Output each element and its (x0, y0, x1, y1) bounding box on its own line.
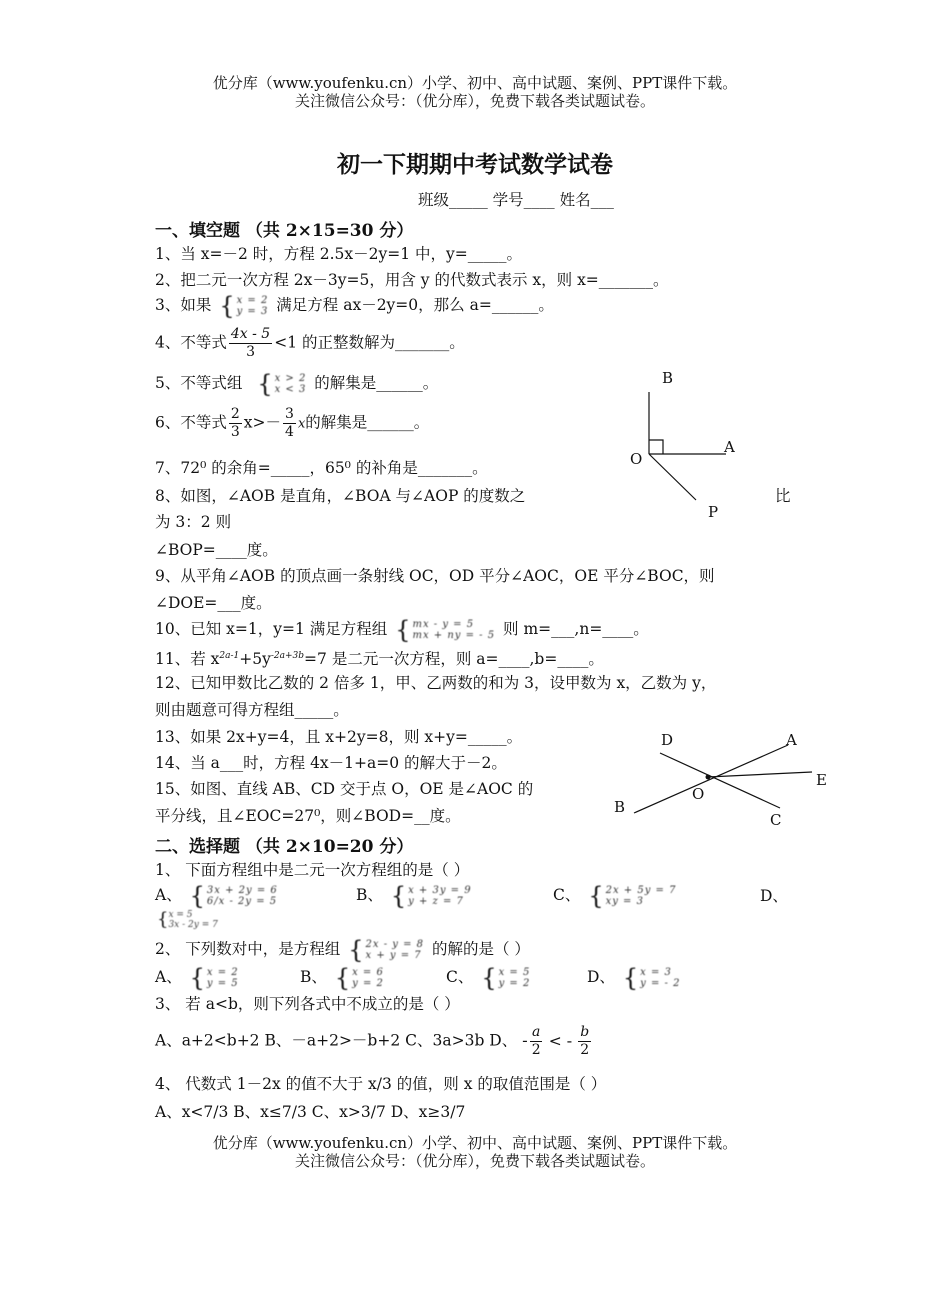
s2-q3-d-num2: b (580, 1024, 590, 1040)
s1-q3-eq1: x = 2 (236, 295, 269, 306)
s2-q1-option-b (356, 884, 475, 908)
s1-q11-mid: +5y (239, 650, 271, 669)
s2-q1-b-eq2: y + z = 7 (408, 896, 464, 907)
s1-q8c: 为 3：2 则 (155, 513, 232, 531)
section2-heading: 二、选择题 （共 2×10=20 分） (155, 837, 414, 857)
s1-q6 (155, 406, 429, 441)
s2-q1-c-eq1: 2x + 5y = 7 (605, 885, 677, 896)
point-o (706, 775, 711, 780)
left-brace-icon: { (481, 964, 497, 992)
s2-q1: 1、 下面方程组中是二元一次方程组的是（ ） (155, 861, 470, 879)
s1-q3-post: 满足方程 ax－2y=0，那么 a=______。 (276, 296, 554, 314)
s1-q9b: ∠DOE=___度。 (155, 594, 272, 612)
s2-q4-options: A、x<7/3 B、x≤7/3 C、x>3/7 D、x≥3/7 (155, 1103, 466, 1121)
s1-q11-post: =7 是二元一次方程，则 a=____,b=____。 (304, 650, 604, 669)
figure-angle-aob (600, 360, 770, 530)
s2-q2-d-label: D、 (587, 968, 615, 986)
s2-q2 (155, 938, 530, 962)
s2-q2-option-c (446, 966, 533, 990)
s1-q9a: 9、从平角∠AOB 的顶点画一条射线 OC，OD 平分∠AOC，OE 平分∠BOC，则 (155, 567, 715, 585)
s1-q10-post: 则 m=___,n=____。 (503, 620, 649, 638)
s2-q2-c-eq2: y = 2 (498, 978, 531, 989)
s1-q12b: 则由题意可得方程组_____。 (155, 701, 349, 719)
label-a: A (724, 438, 735, 456)
label-e: E (816, 771, 827, 789)
s1-q10-eq1: mx - y = 5 (412, 619, 475, 630)
s1-q10 (155, 618, 649, 642)
s2-q1-c-label: C、 (553, 886, 581, 904)
left-brace-icon: { (219, 292, 235, 320)
s1-q14: 14、当 a___时，方程 4x－1+a=0 的解大于－2。 (155, 754, 507, 772)
s1-q5-pre: 5、不等式组 (155, 374, 243, 392)
s2-q3-d-frac1 (530, 1024, 543, 1059)
s1-q4-fraction (229, 326, 272, 361)
s2-q1-b-eq1: x + 3y = 9 (408, 885, 472, 896)
s2-q2-b-label: B、 (300, 968, 327, 986)
s2-q2-option-d (587, 966, 683, 990)
s1-q3-pre: 3、如果 (155, 296, 212, 314)
s2-q1-a-eq2: 6/x - 2y = 5 (206, 896, 278, 907)
s1-q6-num1: 2 (230, 406, 240, 422)
s2-q4: 4、 代数式 1－2x 的值不大于 x/3 的值，则 x 的取值范围是（ ） (155, 1075, 607, 1093)
s2-q1-d-eq1: x = 5 (168, 910, 193, 920)
s2-q2-c-system (481, 966, 530, 990)
s1-q3 (155, 294, 554, 318)
s2-q2-c-eq1: x = 5 (498, 967, 531, 978)
s1-q1: 1、当 x=－2 时，方程 2.5x－2y=1 中，y=_____。 (155, 245, 523, 263)
s1-q12a: 12、已知甲数比乙数的 2 倍多 1，甲、乙两数的和为 3，设甲数为 x，乙数为 y， (155, 674, 717, 692)
left-brace-icon: { (189, 882, 205, 910)
label-o: O (692, 785, 705, 803)
s2-q1-b-label: B、 (356, 886, 383, 904)
s2-q3-opts: A、a+2<b+2 B、－a+2>－b+2 C、3a>3b D、 (155, 1031, 518, 1050)
s1-q11 (155, 646, 604, 669)
s2-q2-d-eq1: x = 3 (640, 967, 672, 978)
s2-q1-option-d-label: D、 (760, 887, 788, 905)
s1-q3-system (219, 294, 268, 318)
figure-intersecting-lines (600, 725, 840, 835)
s2-q2-b-eq1: x = 6 (352, 967, 384, 978)
s2-q3-d-lt: < - (548, 1031, 573, 1050)
header-line-2: 关注微信公众号：（优分库），免费下载各类试题试卷。 (294, 92, 655, 110)
label-b: B (614, 798, 626, 816)
s1-q6-num2: 3 (285, 406, 294, 422)
label-c: C (770, 811, 782, 829)
s2-q1-a-eq1: 3x + 2y = 6 (206, 885, 278, 896)
s2-q2-option-b (300, 966, 387, 990)
s1-q11-exp1: 2a-1 (219, 651, 240, 661)
label-d: D (661, 731, 674, 749)
s1-q15a: 15、如图、直线 AB、CD 交于点 O，OE 是∠AOC 的 (155, 780, 534, 798)
s1-q4-den: 3 (246, 344, 255, 360)
s2-q1-a-system (190, 884, 278, 908)
s1-q10-system (395, 618, 495, 642)
label-b: B (662, 369, 674, 387)
s2-q2-a-label: A、 (155, 968, 182, 986)
s2-q3: 3、 若 a<b，则下列各式中不成立的是（ ） (155, 995, 460, 1013)
s2-q2-option-a (155, 966, 242, 990)
s1-q6-post: 的解集是______。 (305, 413, 430, 432)
s1-q4 (155, 326, 465, 361)
s1-q15b: 平分线，且∠EOC=27⁰，则∠BOD=__度。 (155, 807, 461, 825)
s1-q5-ineq2: x < 3 (274, 384, 307, 395)
s2-q1-d-system (157, 910, 218, 930)
s1-q10-pre: 10、已知 x=1，y=1 满足方程组 (155, 620, 388, 638)
left-brace-icon: { (588, 882, 604, 910)
s2-q1-option-c (553, 884, 679, 908)
s2-q2-pre: 2、 下列数对中，是方程组 (155, 940, 341, 958)
s2-q2-b-system (335, 966, 384, 990)
s1-q4-post: <1 的正整数解为_______。 (274, 333, 465, 352)
label-o: O (630, 450, 643, 468)
s1-q5-post: 的解集是______。 (314, 374, 439, 392)
s2-q3-options (155, 1024, 593, 1059)
line-cd (660, 753, 780, 808)
s2-q1-c-eq2: xy = 3 (605, 896, 644, 907)
footer-line-2: 关注微信公众号：（优分库），免费下载各类试题试卷。 (294, 1152, 655, 1170)
s2-q3-d-frac2 (578, 1024, 591, 1059)
label-a: A (786, 731, 797, 749)
s1-q13: 13、如果 2x+y=4，且 x+2y=8，则 x+y=_____。 (155, 728, 523, 746)
s2-q2-d-eq2: y = - 2 (640, 978, 681, 989)
s1-q6-den2: 4 (285, 424, 294, 440)
s2-q1-a-label: A、 (155, 886, 182, 904)
s1-q3-eq2: y = 3 (236, 306, 269, 317)
right-angle-mark (649, 440, 663, 454)
s1-q6-frac2 (283, 406, 296, 441)
s1-q2: 2、把二元一次方程 2x－3y=5，用含 y 的代数式表示 x，则 x=_______。 (155, 271, 669, 289)
s1-q4-pre: 4、不等式 (155, 333, 227, 352)
s2-q3-d-neg: - (522, 1031, 528, 1050)
s1-q11-exp2: -2a+3b (270, 651, 305, 661)
s1-q10-eq2: mx + ny = - 5 (412, 630, 496, 641)
s1-q6-pre: 6、不等式 (155, 413, 227, 432)
s2-q2-eq2: x + y = 7 (365, 950, 422, 961)
s2-q1-b-system (391, 884, 472, 908)
line-ab (634, 745, 788, 813)
s1-q5 (155, 372, 438, 396)
s2-q2-eq1: 2x - y = 8 (365, 939, 425, 950)
s2-q2-a-eq1: x = 2 (206, 967, 239, 978)
s1-q7: 7、72⁰ 的余角=_____，65⁰ 的补角是_______。 (155, 459, 488, 477)
s2-q3-d-num1: a (532, 1024, 541, 1040)
left-brace-icon: { (390, 882, 407, 910)
left-brace-icon: { (622, 964, 639, 992)
s1-q4-num: 4x - 5 (230, 326, 271, 342)
s1-q5-ineq1: x > 2 (274, 373, 307, 384)
section1-heading: 一、填空题 （共 2×15=30 分） (155, 221, 414, 241)
left-brace-icon: { (334, 964, 351, 992)
header-line-1: 优分库（www.youfenku.cn）小学、初中、高中试题、案例、PPT课件下载。 (212, 74, 738, 92)
s2-q1-option-a (155, 884, 281, 908)
s1-q8b: 比 (775, 487, 791, 505)
s1-q11-pre: 11、若 x (155, 650, 220, 669)
s1-q6-den1: 3 (230, 424, 240, 440)
s2-q1-c-system (588, 884, 676, 908)
s1-q8d: ∠BOP=____度。 (155, 541, 278, 559)
s1-q6-mid: x>－ (243, 413, 282, 432)
ray-oe (708, 772, 812, 777)
s1-q6-var: x (297, 416, 306, 432)
s2-q2-b-eq2: y = 2 (352, 978, 384, 989)
s2-q2-post: 的解的是（ ） (431, 940, 530, 958)
label-p: P (708, 503, 719, 521)
footer-line-1: 优分库（www.youfenku.cn）小学、初中、高中试题、案例、PPT课件下载。 (212, 1134, 738, 1152)
left-brace-icon: { (257, 370, 273, 398)
s2-q2-c-label: C、 (446, 968, 474, 986)
student-info: 班级_____ 学号____ 姓名___ (418, 191, 614, 209)
left-brace-icon: { (157, 909, 169, 930)
s2-q2-a-system (190, 966, 239, 990)
s2-q1-d-eq2: 3x - 2y = 7 (168, 920, 218, 930)
s2-q3-d-den2: 2 (580, 1042, 590, 1058)
s2-q2-d-system (623, 966, 681, 990)
left-brace-icon: { (395, 616, 411, 644)
left-brace-icon: { (189, 964, 205, 992)
s1-q5-system (257, 372, 306, 396)
s2-q2-system (348, 938, 424, 962)
ray-op (649, 454, 696, 500)
s1-q8a: 8、如图，∠AOB 是直角，∠BOA 与∠AOP 的度数之 (155, 487, 526, 505)
page-title: 初一下期期中考试数学试卷 (337, 151, 613, 178)
left-brace-icon: { (348, 936, 364, 964)
s2-q2-a-eq2: y = 5 (206, 978, 239, 989)
s1-q6-frac1 (229, 406, 242, 441)
s2-q3-d-den1: 2 (531, 1042, 541, 1058)
